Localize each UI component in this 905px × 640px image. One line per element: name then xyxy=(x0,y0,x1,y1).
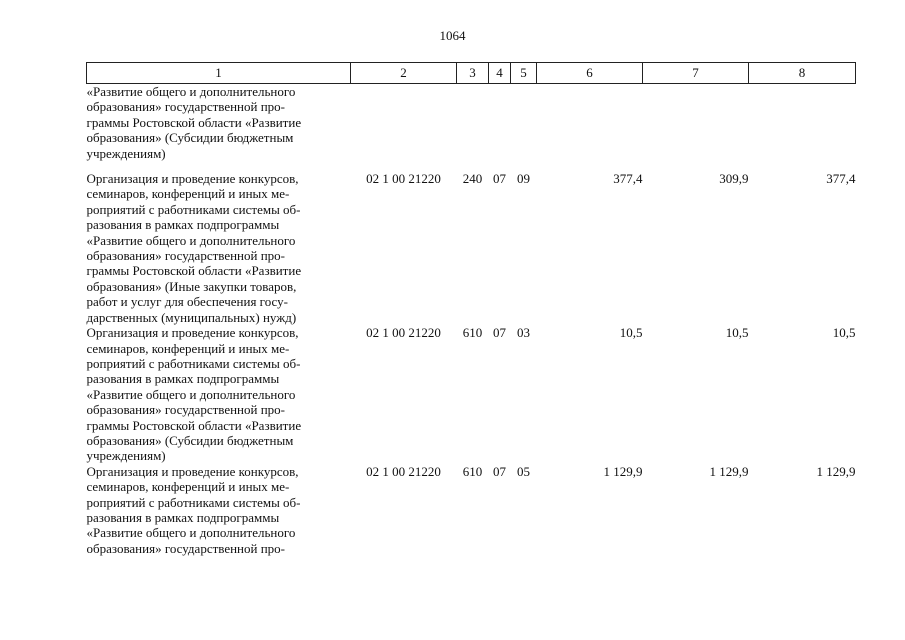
description-line: «Развитие общего и дополнительного xyxy=(86,232,296,248)
target-code: 02 1 00 21220 xyxy=(366,171,441,187)
table-row xyxy=(87,325,856,464)
expense-type: 610 xyxy=(462,325,483,341)
description-line: учреждениям) xyxy=(86,145,166,161)
expense-type xyxy=(457,84,489,172)
description-line: семинаров, конференций и иных ме- xyxy=(86,479,290,495)
amount-col-8: 377,4 xyxy=(826,171,856,187)
description-line: образования» государственной про- xyxy=(86,402,286,418)
description-line: разования в рамках подпрограммы xyxy=(86,371,280,387)
row-description xyxy=(87,171,351,325)
amount-col-7: 1 129,9 xyxy=(709,463,749,479)
target-code: 02 1 00 21220 xyxy=(366,325,441,341)
description-line: образования» (Субсидии бюджетным xyxy=(86,130,294,146)
description-line: работ и услуг для обеспечения госу- xyxy=(86,294,288,310)
column-header: 5 xyxy=(511,63,537,84)
description-line: образования» (Субсидии бюджетным xyxy=(86,432,294,448)
amount-col-7: 10,5 xyxy=(725,325,749,341)
description-line: разования в рамках подпрограммы xyxy=(86,217,280,233)
description-line: образования» (Иные закупки товаров, xyxy=(86,278,297,294)
description-line: Организация и проведение конкурсов, xyxy=(86,463,299,479)
column-header: 7 xyxy=(643,63,749,84)
description-line: граммы Ростовской области «Развитие xyxy=(86,114,302,130)
row-description xyxy=(87,84,351,172)
amount-col-6 xyxy=(537,84,643,172)
expense-type: 240 xyxy=(462,171,483,187)
description-line: образования» государственной про- xyxy=(86,99,286,115)
section-code: 07 xyxy=(493,325,506,341)
description-line: роприятий с работниками системы об- xyxy=(86,201,301,217)
target-code: 02 1 00 21220 xyxy=(366,463,441,479)
description-line: образования» государственной про- xyxy=(86,540,286,556)
table-row xyxy=(87,84,856,172)
table-row xyxy=(87,464,856,556)
amount-col-6: 10,5 xyxy=(619,325,643,341)
amount-col-8 xyxy=(749,84,856,172)
subsection-code: 03 xyxy=(517,325,530,341)
expense-type: 610 xyxy=(462,463,483,479)
target-code xyxy=(351,84,457,172)
description-line: учреждениям) xyxy=(86,448,166,464)
description-line: Организация и проведение конкурсов, xyxy=(86,325,299,341)
amount-col-6: 1 129,9 xyxy=(603,463,643,479)
row-description xyxy=(87,464,351,556)
description-line: дарственных (муниципальных) нужд) xyxy=(86,309,297,325)
description-line: граммы Ростовской области «Развитие xyxy=(86,263,302,279)
table-header-row xyxy=(87,63,856,84)
row-description xyxy=(87,325,351,464)
description-line: роприятий с работниками системы об- xyxy=(86,494,301,510)
subsection-code xyxy=(511,84,537,172)
description-line: «Развитие общего и дополнительного xyxy=(86,525,296,541)
column-header: 6 xyxy=(537,63,643,84)
description-line: граммы Ростовской области «Развитие xyxy=(86,417,302,433)
description-line: Организация и проведение конкурсов, xyxy=(86,171,299,187)
description-line: семинаров, конференций и иных ме- xyxy=(86,186,290,202)
column-header: 4 xyxy=(489,63,511,84)
column-header: 8 xyxy=(749,63,856,84)
column-header: 2 xyxy=(351,63,457,84)
table-row xyxy=(87,171,856,325)
description-line: образования» государственной про- xyxy=(86,248,286,264)
amount-col-8: 1 129,9 xyxy=(816,463,856,479)
description-line: «Развитие общего и дополнительного xyxy=(86,386,296,402)
description-line: «Развитие общего и дополнительного xyxy=(86,84,296,99)
description-line: семинаров, конференций и иных ме- xyxy=(86,340,290,356)
subsection-code: 09 xyxy=(517,171,530,187)
budget-table xyxy=(86,62,856,556)
subsection-code: 05 xyxy=(517,463,530,479)
description-line: разования в рамках подпрограммы xyxy=(86,509,280,525)
column-header: 3 xyxy=(457,63,489,84)
amount-col-7 xyxy=(643,84,749,172)
page-number: 1064 xyxy=(439,28,466,43)
amount-col-6: 377,4 xyxy=(613,171,643,187)
section-code: 07 xyxy=(493,171,506,187)
section-code: 07 xyxy=(493,463,506,479)
amount-col-7: 309,9 xyxy=(719,171,749,187)
column-header: 1 xyxy=(87,63,351,84)
amount-col-8: 10,5 xyxy=(832,325,856,341)
section-code xyxy=(489,84,511,172)
description-line: роприятий с работниками системы об- xyxy=(86,355,301,371)
